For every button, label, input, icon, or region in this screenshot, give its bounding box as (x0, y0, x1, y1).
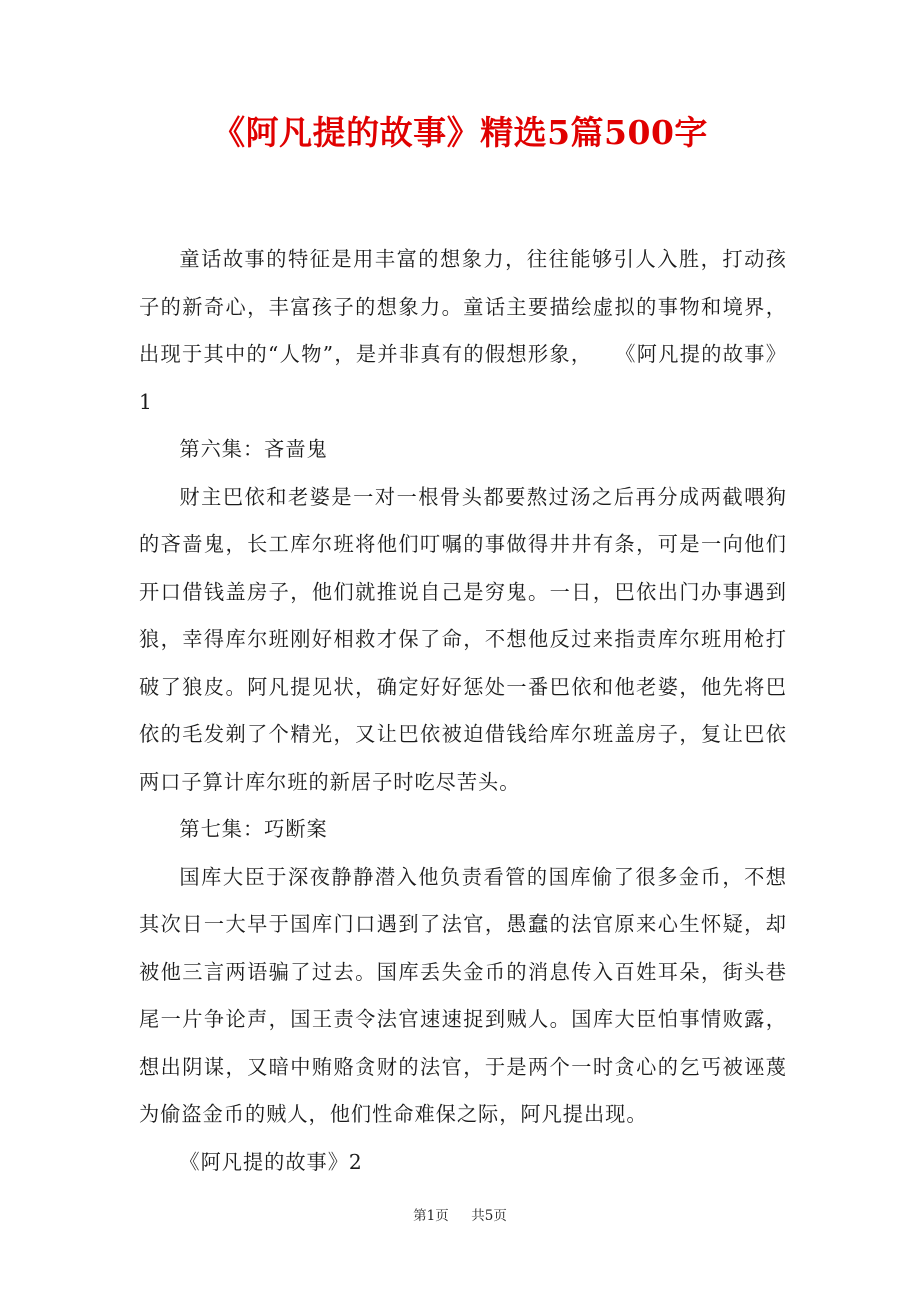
section-heading-episode-7: 第七集：巧断案 (179, 817, 328, 841)
document-body (139, 236, 787, 1186)
section-heading-story-2: 《阿凡提的故事》2 (179, 1149, 363, 1174)
document-title: 《阿凡提的故事》精选5篇500字 (212, 113, 708, 152)
page-footer (0, 1204, 920, 1228)
section-heading-episode-6: 第六集：吝啬鬼 (179, 437, 328, 461)
page-total: 共5页 (471, 1208, 507, 1224)
episode-7-paragraph: 国库大臣于深夜静静潜入他负责看管的国库偷了很多金币，不想其次日一大早于国库门口遇到了法官，愚蠢的法官原来心生怀疑，却被他三言两语骗了过去。国库丢失金币的消息传入百姓耳朵，街头巷尾一片争论声，国王责令法官速速捉到贼人。国库大臣怕事情败露，想出阴谋，又暗中贿赂贪财的法官，于是两个一时贪心的乞丐被诬蔑为偷盗金币的贼人，他们性命难保之际，阿凡提出现。 (139, 864, 787, 1126)
page-number: 第1页 (413, 1208, 449, 1224)
episode-6-paragraph: 财主巴依和老婆是一对一根骨头都要熬过汤之后再分成两截喂狗的吝啬鬼，长工库尔班将他们叮嘱的事做得井井有条，可是一向他们开口借钱盖房子，他们就推说自己是穷鬼。一日，巴依出门办事遇到狼，幸得库尔班刚好相救才保了命，不想他反过来指责库尔班用枪打破了狼皮。阿凡提见状，确定好好惩处一番巴依和他老婆，他先将巴依的毛发剃了个精光，又让巴依被迫借钱给库尔班盖房子，复让巴依两口子算计库尔班的新居子时吃尽苦头。 (139, 484, 787, 794)
intro-paragraph: 童话故事的特征是用丰富的想象力，往往能够引人入胜，打动孩子的新奇心，丰富孩子的想象力。童话主要描绘虚拟的事物和境界，出现于其中的“人物”，是并非真有的假想形象， 《阿凡提的故事》1 (139, 247, 787, 414)
